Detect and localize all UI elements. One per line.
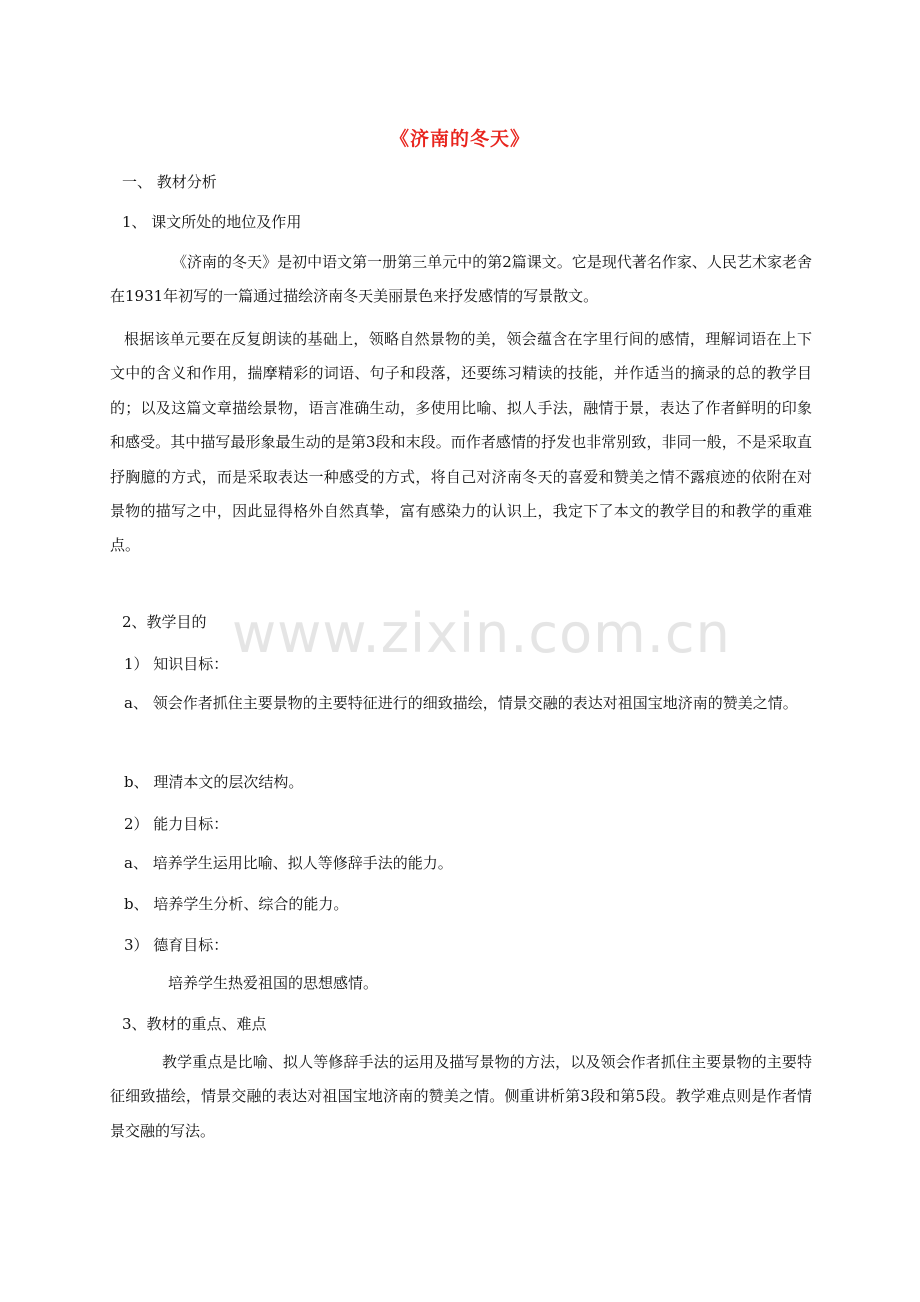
subsection-heading-ability: 2） 能力目标： — [124, 815, 229, 833]
section-heading-objectives: 2、教学目的 — [122, 613, 207, 631]
list-item-ability-a: a、 培养学生运用比喻、拟人等修辞手法的能力。 — [124, 854, 453, 872]
subsection-heading-knowledge: 1） 知识目标： — [124, 655, 229, 673]
list-item-knowledge-b: b、 理清本文的层次结构。 — [124, 773, 304, 791]
paragraph-moral: 培养学生热爱祖国的思想感情。 — [168, 974, 379, 992]
watermark: www.zixin.com.cn — [232, 602, 731, 665]
page-title: 《济南的冬天》 — [389, 128, 530, 150]
paragraph-position-detail: 根据该单元要在反复朗读的基础上，领略自然景物的美，领会蕴含在字里行间的感情，理解词语在上下文中的含义和作用，揣摩精彩的词语、句子和段落，还要练习精读的技能，并作适当的摘录的总的教学目的；以及这篇文章描绘景物，语言准确生动，多使用比喻、拟人手法，融情于景，表达了作者鲜明的印象和感受。其中描写最形象最生动的是第3段和末段。而作者感情的抒发也非常别致，非同一般，不是采取直抒胸臆的方式，而是采取表达一种感受的方式，将自己对济南冬天的喜爱和赞美之情不露痕迹的依附在对景物的描写之中，因此显得格外自然真挚，富有感染力的认识上，我定下了本文的教学目的和教学的重难点。 — [110, 330, 812, 555]
list-item-ability-b: b、 培养学生分析、综合的能力。 — [124, 895, 349, 913]
section-heading-key-points: 3、教材的重点、难点 — [122, 1015, 267, 1033]
subsection-heading-moral: 3） 德育目标： — [124, 936, 229, 954]
paragraph-key-points: 教学重点是比喻、拟人等修辞手法的运用及描写景物的方法，以及领会作者抓住主要景物的主要特征细致描绘，情景交融的表达对祖国宝地济南的赞美之情。侧重讲析第3段和第5段。教学难点则是作者情景交融的写法。 — [110, 1053, 812, 1140]
subsection-heading-position: 1、 课文所处的地位及作用 — [122, 213, 302, 231]
section-heading-analysis: 一、 教材分析 — [122, 173, 217, 191]
paragraph-position-intro: 《济南的冬天》是初中语文第一册第三单元中的第2篇课文。它是现代著名作家、人民艺术家老舍在1931年初写的一篇通过描绘济南冬天美丽景色来抒发感情的写景散文。 — [110, 253, 812, 306]
list-item-knowledge-a: a、 领会作者抓住主要景物的主要特征进行的细致描绘，情景交融的表达对祖国宝地济南的赞美之情。 — [124, 694, 798, 712]
